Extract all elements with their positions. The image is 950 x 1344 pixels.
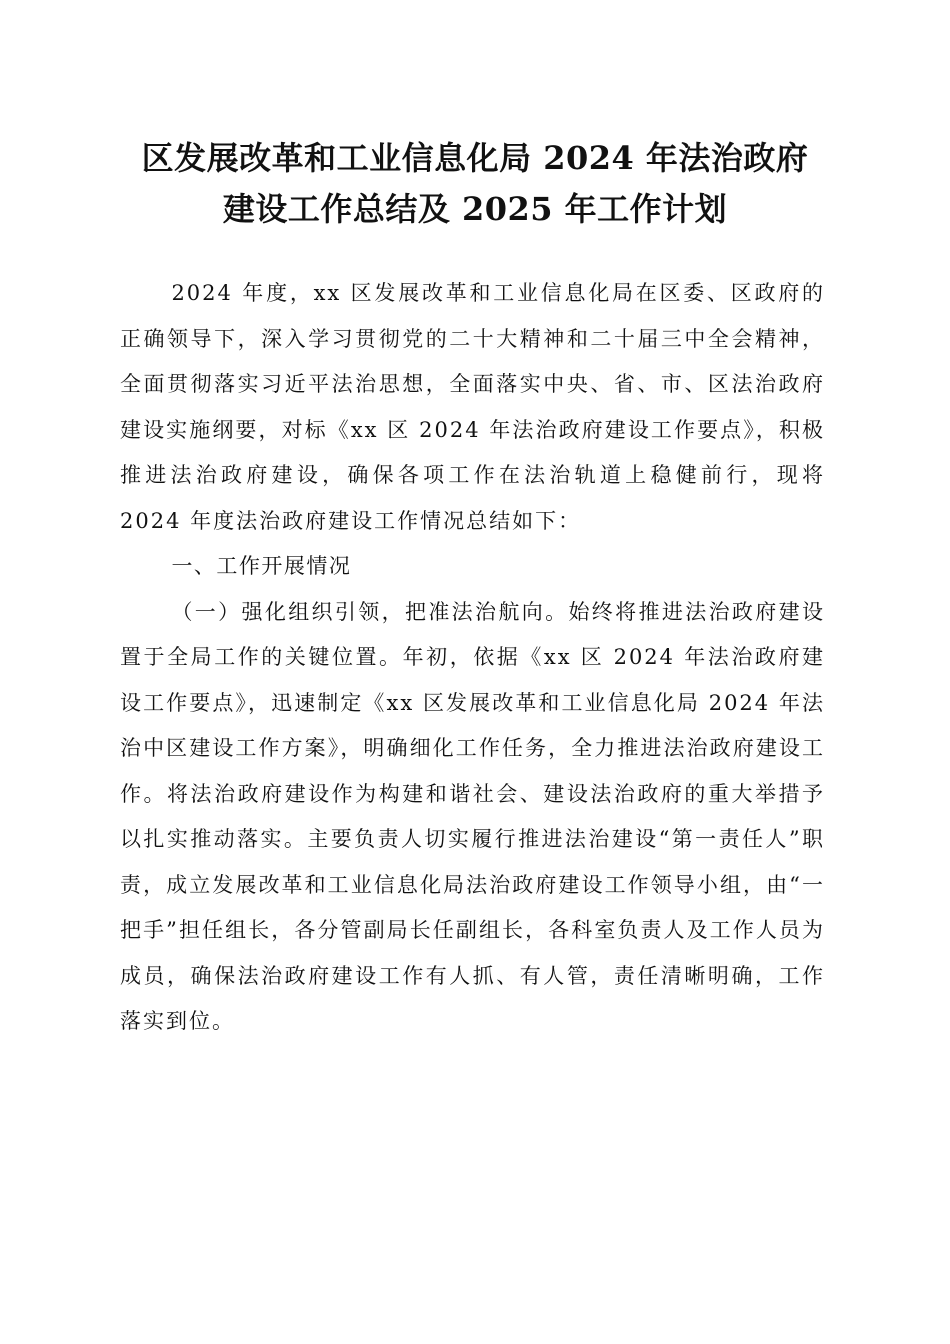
section-heading-1: 一、工作开展情况 (171, 554, 352, 578)
section-1-paragraph-1: （一）强化组织引领，把准法治航向。始终将推进法治政府建设置于全局工作的关键位置。年初，依据《xx 区 2024 年法治政府建设工作要点》，迅速制定《xx 区发展改革和工业信息化局 2024 年法治中区建设工作方案》，明确细化工作任务，全力推进法治政府建设工作。将法治政府建设作为构建和谐社会、建设法治政府的重大举措予以扎实推动落实。主要负责人切实履行推进法治建设“第一责任人”职责，成立发展改革和工业信息化局法治政府建设工作领导小组，由“一把手”担任组长，各分管副局长任副组长，各科室负责人及工作人员为成员，确保法治政府建设工作有人抓、有人管，责任清晰明确，工作落实到位。 (120, 599, 825, 1033)
intro-paragraph: 2024 年度，xx 区发展改革和工业信息化局在区委、区政府的正确领导下，深入学习贯彻党的二十大精神和二十届三中全会精神，全面贯彻落实习近平法治思想，全面落实中央、省、市、区法治政府建设实施纲要，对标《xx 区 2024 年法治政府建设工作要点》，积极推进法治政府建设，确保各项工作在法治轨道上稳健前行，现将 2024 年度法治政府建设工作情况总结如下： (120, 281, 825, 533)
document-title (110, 133, 840, 235)
document-body (120, 271, 825, 1045)
title-line-2: 建设工作总结及 2025 年工作计划 (222, 190, 728, 228)
title-line-1: 区发展改革和工业信息化局 2024 年法治政府 (141, 139, 809, 177)
